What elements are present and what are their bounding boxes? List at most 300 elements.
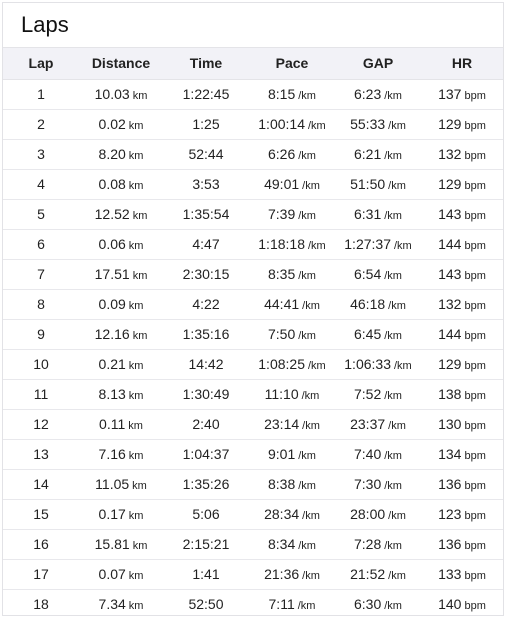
distance-cell-value: 7.34 [98, 596, 126, 613]
gap-cell [335, 199, 421, 229]
gap-cell-unit: /km [393, 240, 412, 252]
distance-cell-value: 10.03 [94, 86, 130, 102]
hr-cell-value: 132 [438, 296, 462, 312]
gap-cell [335, 139, 421, 169]
gap-cell-unit: /km [384, 90, 402, 102]
time-cell [163, 319, 249, 349]
distance-cell [79, 229, 163, 259]
distance-cell-value: 12.16 [94, 326, 130, 342]
pace-cell-unit: /km [298, 330, 316, 342]
hr-cell-unit: bpm [464, 150, 486, 162]
lap-number-cell [3, 289, 79, 319]
gap-cell-value: 7:40 [354, 446, 382, 462]
lap-number-cell-value: 5 [37, 206, 45, 222]
gap-cell-value: 6:31 [354, 206, 382, 222]
lap-number-cell [3, 259, 79, 289]
distance-cell-unit: km [132, 480, 147, 492]
gap-cell-unit: /km [388, 300, 406, 312]
lap-number-cell-value: 7 [37, 266, 45, 282]
time-cell [163, 379, 249, 409]
table-row [3, 139, 503, 169]
hr-cell-value: 132 [438, 146, 462, 162]
hr-cell-value: 136 [438, 476, 462, 492]
column-header-time[interactable]: Time [163, 48, 249, 79]
lap-number-cell [3, 409, 79, 439]
distance-cell-unit: km [128, 450, 144, 462]
pace-cell [249, 439, 335, 469]
pace-cell [249, 499, 335, 529]
hr-cell-value: 143 [438, 266, 462, 282]
gap-cell-value: 6:45 [354, 326, 382, 342]
column-header-gap[interactable]: GAP [335, 48, 421, 79]
distance-cell [79, 259, 163, 289]
hr-cell [421, 109, 503, 139]
time-cell [163, 169, 249, 199]
time-cell [163, 349, 249, 379]
table-row [3, 199, 503, 229]
pace-cell [249, 589, 335, 619]
table-header-row [3, 48, 503, 79]
time-cell-value: 1:25 [192, 116, 220, 132]
hr-cell-unit: bpm [464, 90, 486, 102]
pace-cell-unit: /km [298, 270, 316, 282]
lap-number-cell [3, 169, 79, 199]
pace-cell-unit: /km [297, 600, 316, 613]
column-header-hr[interactable]: HR [421, 48, 503, 79]
hr-cell [421, 259, 503, 289]
pace-cell-unit: /km [302, 570, 320, 582]
pace-cell-value: 1:00:14 [258, 116, 305, 132]
lap-number-cell [3, 529, 79, 559]
distance-cell-unit: km [128, 600, 144, 613]
distance-cell-unit: km [128, 180, 144, 192]
pace-cell [249, 529, 335, 559]
column-header-distance[interactable]: Distance [79, 48, 163, 79]
hr-cell-unit: bpm [464, 600, 486, 613]
lap-number-cell [3, 439, 79, 469]
time-cell-value: 1:22:45 [182, 86, 230, 102]
table-row [3, 79, 503, 109]
hr-cell [421, 439, 503, 469]
hr-cell-unit: bpm [464, 420, 486, 432]
time-cell-value: 1:30:49 [182, 386, 230, 402]
pace-cell [249, 319, 335, 349]
table-row [3, 409, 503, 439]
pace-cell-value: 11:10 [264, 386, 299, 402]
time-cell [163, 289, 249, 319]
time-cell [163, 139, 249, 169]
gap-cell-value: 46:18 [350, 296, 386, 312]
gap-cell [335, 409, 421, 439]
lap-number-cell-value: 17 [33, 566, 49, 582]
distance-cell [79, 379, 163, 409]
gap-cell-value: 6:54 [354, 266, 382, 282]
time-cell-value: 52:44 [188, 146, 224, 162]
hr-cell-unit: bpm [464, 210, 486, 222]
pace-cell-value: 7:50 [268, 326, 296, 342]
table-row [3, 109, 503, 139]
lap-number-cell [3, 109, 79, 139]
distance-cell [79, 529, 163, 559]
pace-cell-unit: /km [302, 420, 320, 432]
hr-cell-unit: bpm [464, 330, 486, 342]
pace-cell-unit: /km [307, 360, 326, 372]
time-cell [163, 499, 249, 529]
gap-cell [335, 169, 421, 199]
time-cell-value: 1:35:26 [182, 476, 230, 492]
distance-cell-unit: km [128, 390, 144, 402]
gap-cell-unit: /km [384, 600, 402, 613]
distance-cell-unit: km [128, 510, 144, 522]
hr-cell [421, 199, 503, 229]
hr-cell-unit: bpm [464, 510, 486, 522]
distance-cell-value: 17.51 [94, 266, 130, 282]
table-row [3, 289, 503, 319]
gap-cell [335, 439, 421, 469]
distance-cell-unit: km [128, 240, 144, 252]
lap-number-cell [3, 499, 79, 529]
pace-cell-value: 23:14 [264, 416, 300, 432]
gap-cell-unit: /km [388, 510, 406, 522]
gap-cell-unit: /km [388, 180, 406, 192]
hr-cell-value: 144 [438, 236, 462, 252]
hr-cell-value: 138 [438, 386, 462, 402]
distance-cell [79, 169, 163, 199]
pace-cell [249, 289, 335, 319]
gap-cell-value: 28:00 [350, 506, 386, 522]
distance-cell-value: 15.81 [94, 536, 130, 552]
distance-cell-value: 8.13 [98, 386, 126, 402]
gap-cell-value: 6:23 [354, 86, 382, 102]
table-row [3, 259, 503, 289]
hr-cell [421, 79, 503, 109]
hr-cell-value: 143 [438, 206, 462, 222]
hr-cell [421, 529, 503, 559]
gap-cell-unit: /km [384, 330, 402, 342]
panel-title: Laps [3, 3, 503, 48]
pace-cell-unit: /km [298, 150, 316, 162]
gap-cell [335, 499, 421, 529]
distance-cell-value: 0.07 [98, 566, 126, 582]
pace-cell-unit: /km [298, 450, 316, 462]
lap-number-cell [3, 199, 79, 229]
hr-cell-unit: bpm [464, 270, 486, 282]
hr-cell-unit: bpm [464, 240, 486, 252]
pace-cell [249, 469, 335, 499]
time-cell [163, 109, 249, 139]
gap-cell-unit: /km [384, 150, 402, 162]
gap-cell-value: 23:37 [350, 416, 386, 432]
time-cell [163, 439, 249, 469]
laps-panel [2, 2, 504, 616]
distance-cell-value: 0.11 [99, 416, 126, 432]
pace-cell [249, 349, 335, 379]
distance-cell-unit: km [128, 360, 144, 372]
gap-cell [335, 559, 421, 589]
pace-cell [249, 379, 335, 409]
pace-cell-value: 8:35 [268, 266, 296, 282]
hr-cell-value: 133 [438, 566, 462, 582]
pace-cell [249, 259, 335, 289]
lap-number-cell [3, 559, 79, 589]
hr-cell-unit: bpm [464, 120, 486, 132]
lap-number-cell-value: 4 [37, 176, 45, 192]
gap-cell [335, 319, 421, 349]
time-cell [163, 469, 249, 499]
hr-cell [421, 589, 503, 619]
gap-cell-value: 7:52 [354, 386, 382, 402]
gap-cell [335, 349, 421, 379]
pace-cell-value: 9:01 [268, 446, 296, 462]
time-cell-value: 52:50 [188, 596, 224, 613]
gap-cell-value: 6:21 [354, 146, 382, 162]
pace-cell-value: 1:18:18 [258, 236, 305, 252]
lap-number-cell [3, 469, 79, 499]
table-row [3, 349, 503, 379]
pace-cell-unit: /km [302, 510, 320, 522]
time-cell-value: 4:47 [192, 236, 220, 252]
gap-cell [335, 79, 421, 109]
gap-cell-unit: /km [384, 540, 402, 552]
table-row [3, 499, 503, 529]
table-row [3, 169, 503, 199]
hr-cell-value: 130 [438, 416, 462, 432]
pace-cell [249, 139, 335, 169]
lap-number-cell-value: 18 [33, 596, 49, 613]
time-cell-value: 4:22 [192, 296, 220, 312]
gap-cell-value: 21:52 [350, 566, 386, 582]
pace-cell-unit: /km [298, 90, 316, 102]
hr-cell-unit: bpm [464, 480, 486, 492]
pace-cell [249, 559, 335, 589]
distance-cell [79, 349, 163, 379]
hr-cell [421, 139, 503, 169]
pace-cell-unit: /km [298, 480, 316, 492]
pace-cell-value: 28:34 [264, 506, 300, 522]
gap-cell [335, 229, 421, 259]
hr-cell-value: 134 [438, 446, 462, 462]
pace-cell [249, 229, 335, 259]
distance-cell [79, 199, 163, 229]
distance-cell-value: 11.05 [95, 476, 130, 492]
gap-cell-unit: /km [388, 420, 406, 432]
distance-cell-unit: km [132, 540, 148, 552]
pace-cell-value: 21:36 [264, 566, 300, 582]
pace-cell-unit: /km [298, 540, 316, 552]
distance-cell [79, 409, 163, 439]
gap-cell-value: 6:30 [354, 596, 382, 613]
lap-number-cell-value: 10 [33, 356, 49, 372]
lap-number-cell [3, 319, 79, 349]
distance-cell [79, 469, 163, 499]
time-cell-value: 3:53 [192, 176, 220, 192]
distance-cell [79, 589, 163, 619]
table-row [3, 469, 503, 499]
gap-cell-value: 1:06:33 [344, 356, 391, 372]
hr-cell-unit: bpm [464, 540, 486, 552]
lap-number-cell [3, 79, 79, 109]
distance-cell-value: 0.06 [98, 236, 126, 252]
distance-cell [79, 559, 163, 589]
gap-cell [335, 109, 421, 139]
gap-cell-value: 51:50 [350, 176, 386, 192]
distance-cell-value: 0.02 [98, 116, 126, 132]
lap-number-cell-value: 11 [33, 386, 49, 402]
lap-number-cell-value: 3 [37, 146, 45, 162]
gap-cell-unit: /km [384, 450, 402, 462]
time-cell [163, 409, 249, 439]
lap-number-cell [3, 589, 79, 619]
hr-cell-unit: bpm [464, 180, 486, 192]
hr-cell [421, 229, 503, 259]
distance-cell-value: 0.17 [98, 506, 126, 522]
lap-number-cell [3, 229, 79, 259]
table-row [3, 559, 503, 589]
pace-cell [249, 199, 335, 229]
distance-cell-unit: km [128, 300, 144, 312]
distance-cell-value: 8.20 [98, 146, 126, 162]
distance-cell [79, 499, 163, 529]
gap-cell-unit: /km [393, 360, 412, 372]
table-row [3, 229, 503, 259]
gap-cell-value: 7:28 [354, 536, 382, 552]
hr-cell [421, 469, 503, 499]
gap-cell-value: 1:27:37 [344, 236, 391, 252]
hr-cell-unit: bpm [464, 360, 486, 372]
pace-cell [249, 409, 335, 439]
time-cell [163, 589, 249, 619]
lap-number-cell-value: 8 [37, 296, 45, 312]
lap-number-cell-value: 14 [33, 476, 49, 492]
pace-cell-unit: /km [307, 240, 326, 252]
table-row [3, 589, 503, 619]
time-cell-value: 2:15:21 [182, 536, 230, 552]
hr-cell [421, 499, 503, 529]
hr-cell [421, 349, 503, 379]
gap-cell [335, 589, 421, 619]
time-cell [163, 229, 249, 259]
time-cell-value: 1:35:54 [182, 206, 230, 222]
hr-cell-value: 123 [438, 506, 462, 522]
hr-cell-value: 129 [438, 176, 462, 192]
gap-cell-value: 7:30 [354, 476, 382, 492]
pace-cell-unit: /km [307, 120, 326, 132]
distance-cell-value: 12.52 [94, 206, 130, 222]
distance-cell-unit: km [132, 330, 148, 342]
distance-cell [79, 289, 163, 319]
gap-cell [335, 469, 421, 499]
table-row [3, 439, 503, 469]
lap-number-cell [3, 379, 79, 409]
hr-cell [421, 289, 503, 319]
pace-cell-value: 7:39 [268, 206, 296, 222]
gap-cell-unit: /km [384, 480, 402, 492]
time-cell-value: 2:30:15 [182, 266, 230, 282]
distance-cell [79, 319, 163, 349]
column-header-lap[interactable]: Lap [3, 48, 79, 79]
distance-cell [79, 79, 163, 109]
distance-cell-unit: km [128, 570, 144, 582]
gap-cell-unit: /km [384, 390, 402, 402]
time-cell-value: 1:35:16 [182, 326, 230, 342]
pace-cell-value: 1:08:25 [258, 356, 305, 372]
distance-cell-value: 0.08 [98, 176, 126, 192]
lap-number-cell-value: 1 [37, 86, 45, 102]
hr-cell-unit: bpm [464, 390, 486, 402]
pace-cell-unit: /km [302, 300, 320, 312]
lap-number-cell-value: 2 [37, 116, 45, 132]
time-cell-value: 14:42 [188, 356, 224, 372]
lap-number-cell-value: 13 [33, 446, 49, 462]
pace-cell-unit: /km [302, 180, 320, 192]
hr-cell-unit: bpm [464, 300, 486, 312]
distance-cell [79, 439, 163, 469]
table-row [3, 379, 503, 409]
pace-cell-value: 7:11 [268, 596, 295, 613]
hr-cell-value: 129 [438, 116, 462, 132]
laps-table-body [3, 79, 503, 619]
table-row [3, 319, 503, 349]
pace-cell-unit: /km [301, 390, 320, 402]
time-cell [163, 199, 249, 229]
time-cell [163, 559, 249, 589]
time-cell [163, 79, 249, 109]
distance-cell-unit: km [132, 90, 148, 102]
lap-number-cell-value: 12 [33, 416, 49, 432]
lap-number-cell-value: 6 [37, 236, 45, 252]
lap-number-cell [3, 349, 79, 379]
hr-cell [421, 409, 503, 439]
table-row [3, 529, 503, 559]
hr-cell-value: 144 [438, 326, 462, 342]
pace-cell-value: 8:34 [268, 536, 296, 552]
hr-cell-unit: bpm [464, 450, 486, 462]
pace-cell [249, 109, 335, 139]
lap-number-cell [3, 139, 79, 169]
distance-cell [79, 109, 163, 139]
distance-cell-unit: km [128, 420, 143, 432]
gap-cell [335, 529, 421, 559]
hr-cell-value: 140 [438, 596, 462, 613]
distance-cell-unit: km [132, 210, 148, 222]
gap-cell-unit: /km [388, 570, 406, 582]
distance-cell-value: 0.09 [98, 296, 126, 312]
pace-cell-value: 49:01 [264, 176, 300, 192]
time-cell-value: 5:06 [192, 506, 220, 522]
column-header-pace[interactable]: Pace [249, 48, 335, 79]
gap-cell [335, 379, 421, 409]
distance-cell-value: 7.16 [98, 446, 126, 462]
hr-cell [421, 319, 503, 349]
time-cell-value: 2:40 [192, 416, 220, 432]
distance-cell-unit: km [128, 150, 144, 162]
pace-cell-value: 8:38 [268, 476, 296, 492]
lap-number-cell-value: 9 [37, 326, 45, 342]
gap-cell-unit: /km [384, 270, 402, 282]
hr-cell [421, 169, 503, 199]
distance-cell [79, 139, 163, 169]
pace-cell [249, 79, 335, 109]
lap-number-cell-value: 15 [33, 506, 49, 522]
pace-cell [249, 169, 335, 199]
distance-cell-value: 0.21 [98, 356, 126, 372]
distance-cell-unit: km [128, 120, 144, 132]
hr-cell-value: 137 [438, 86, 462, 102]
pace-cell-value: 44:41 [264, 296, 300, 312]
pace-cell-value: 8:15 [268, 86, 296, 102]
hr-cell [421, 379, 503, 409]
time-cell [163, 259, 249, 289]
